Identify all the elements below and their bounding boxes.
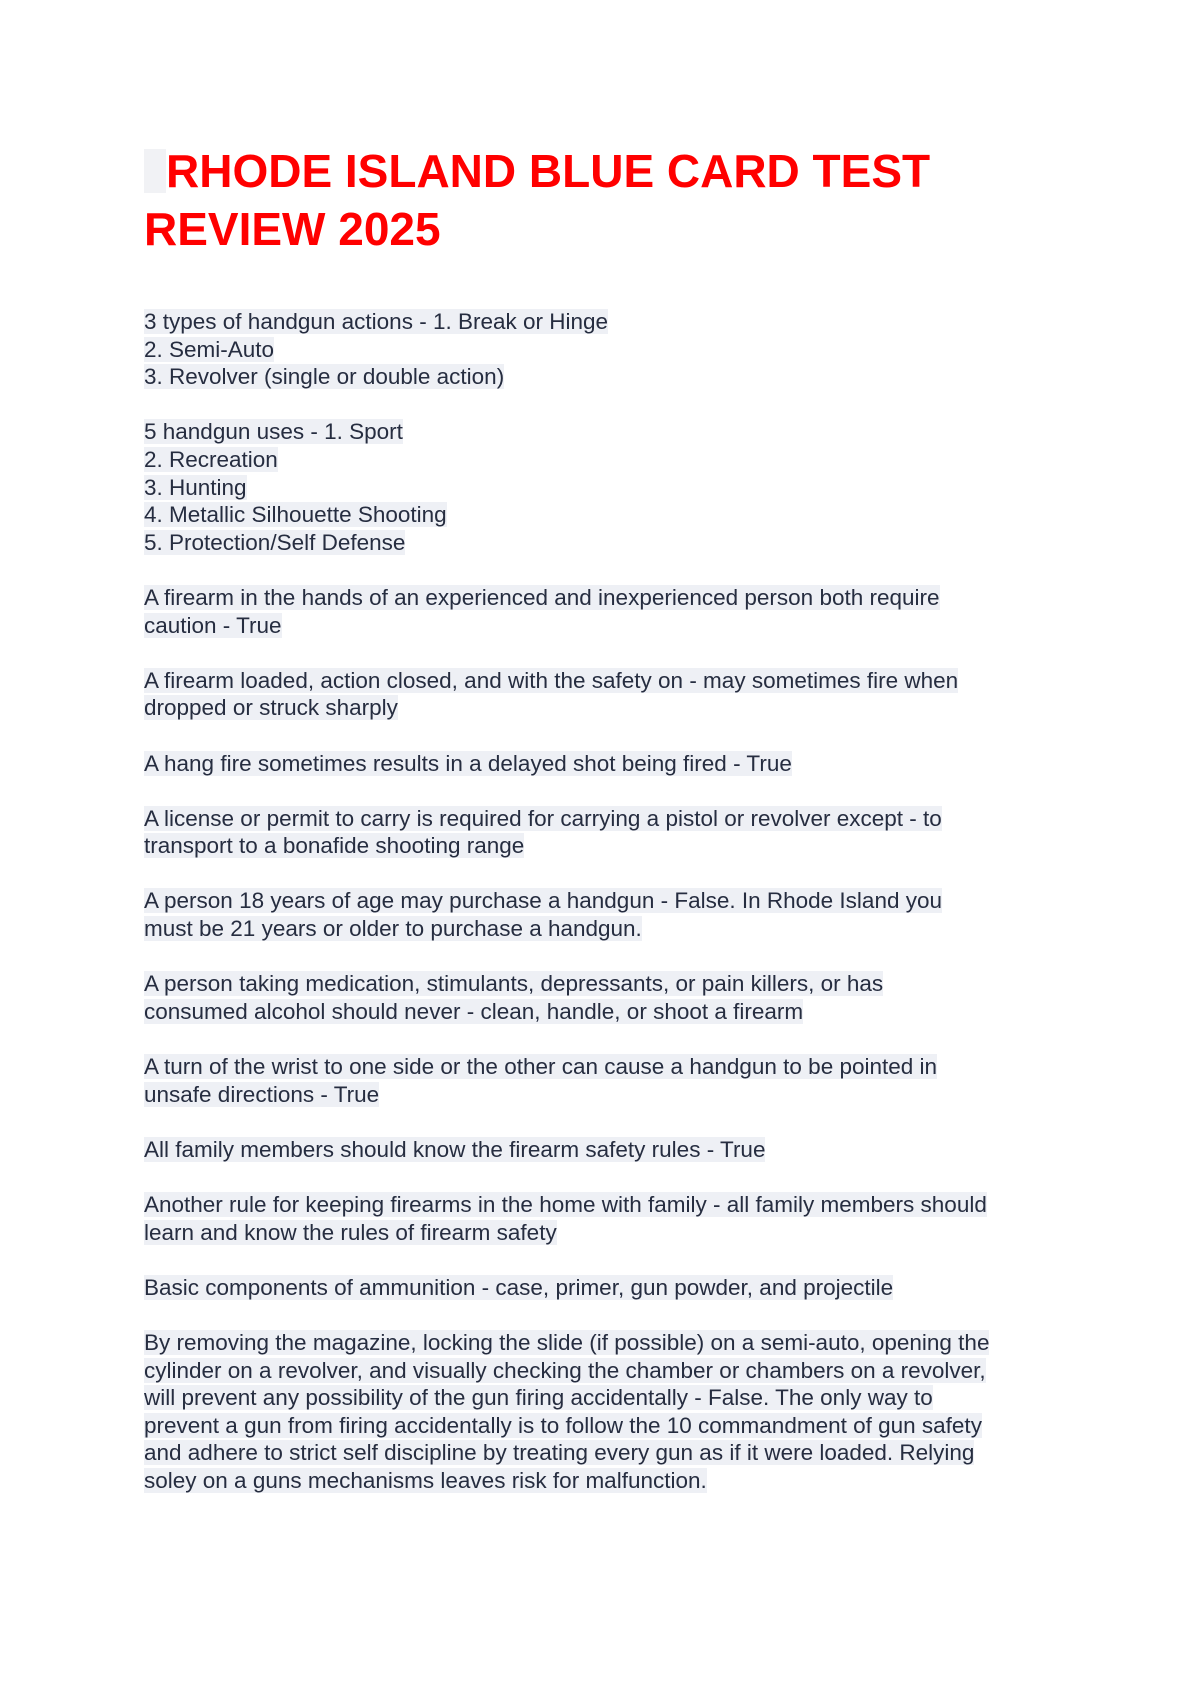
qa-entry [144,1329,1064,1495]
qa-entry [144,1136,1064,1164]
qa-entry [144,667,1064,722]
review-content [144,308,1064,1522]
text-line: 3 types of handgun actions - 1. Break or Hinge [144,309,609,334]
text-line: 4. Metallic Silhouette Shooting [144,502,447,528]
text-line: transport to a bonafide shooting range [144,833,525,859]
qa-entry [144,308,1064,391]
text-line: A person taking medication, stimulants, depressants, or pain killers, or has [144,971,884,997]
text-line: 2. Semi-Auto [144,336,275,362]
text-line: consumed alcohol should never - clean, handle, or shoot a firearm [144,998,804,1024]
text-line: A firearm loaded, action closed, and with the safety on - may sometimes fire when [144,667,959,693]
text-line: must be 21 years or older to purchase a handgun. [144,916,642,942]
text-line: Basic components of ammunition - case, primer, gun powder, and projectile [144,1274,894,1300]
qa-entry [144,805,1064,860]
text-line: dropped or struck sharply [144,695,398,721]
text-line: 3. Revolver (single or double action) [144,364,505,390]
text-line: unsafe directions - True [144,1081,380,1107]
qa-entry [144,750,1064,778]
qa-entry [144,584,1064,639]
text-line: A firearm in the hands of an experienced and inexperienced person both require [144,584,940,610]
text-line: All family members should know the firearm safety rules - True [144,1136,766,1162]
text-line: 5 handgun uses - 1. Sport [144,419,403,445]
text-line: caution - True [144,612,282,638]
text-line: learn and know the rules of firearm safety [144,1219,557,1245]
title-line: REVIEW 2025 [144,203,441,255]
text-line: 2. Recreation [144,446,278,472]
text-line: By removing the magazine, locking the slide (if possible) on a semi-auto, opening the [144,1329,990,1355]
document-title [144,142,1044,258]
text-line: A license or permit to carry is required for carrying a pistol or revolver except - to [144,805,942,831]
text-line: soley on a guns mechanisms leaves risk for malfunction. [144,1467,707,1493]
text-line: cylinder on a revolver, and visually checking the chamber or chambers on a revolver, [144,1357,986,1383]
text-line: will prevent any possibility of the gun firing accidentally - False. The only way to [144,1385,933,1411]
title-line: RHODE ISLAND BLUE CARD TEST [144,142,1044,200]
qa-entry [144,1053,1064,1108]
text-line: A person 18 years of age may purchase a handgun - False. In Rhode Island you [144,888,943,914]
qa-entry [144,418,1064,556]
qa-entry [144,1191,1064,1246]
qa-entry [144,1274,1064,1302]
text-line: A turn of the wrist to one side or the other can cause a handgun to be pointed in [144,1054,938,1080]
text-line: Another rule for keeping firearms in the home with family - all family members should [144,1192,987,1217]
text-line: 3. Hunting [144,474,247,500]
text-line: A hang fire sometimes results in a delayed shot being fired - True [144,750,792,776]
qa-entry [144,970,1064,1025]
text-line: 5. Protection/Self Defense [144,529,406,555]
qa-entry [144,887,1064,942]
text-line: and adhere to strict self discipline by treating every gun as if it were loaded. Relying [144,1440,975,1466]
text-line: prevent a gun from firing accidentally is to follow the 10 commandment of gun safety [144,1412,982,1438]
